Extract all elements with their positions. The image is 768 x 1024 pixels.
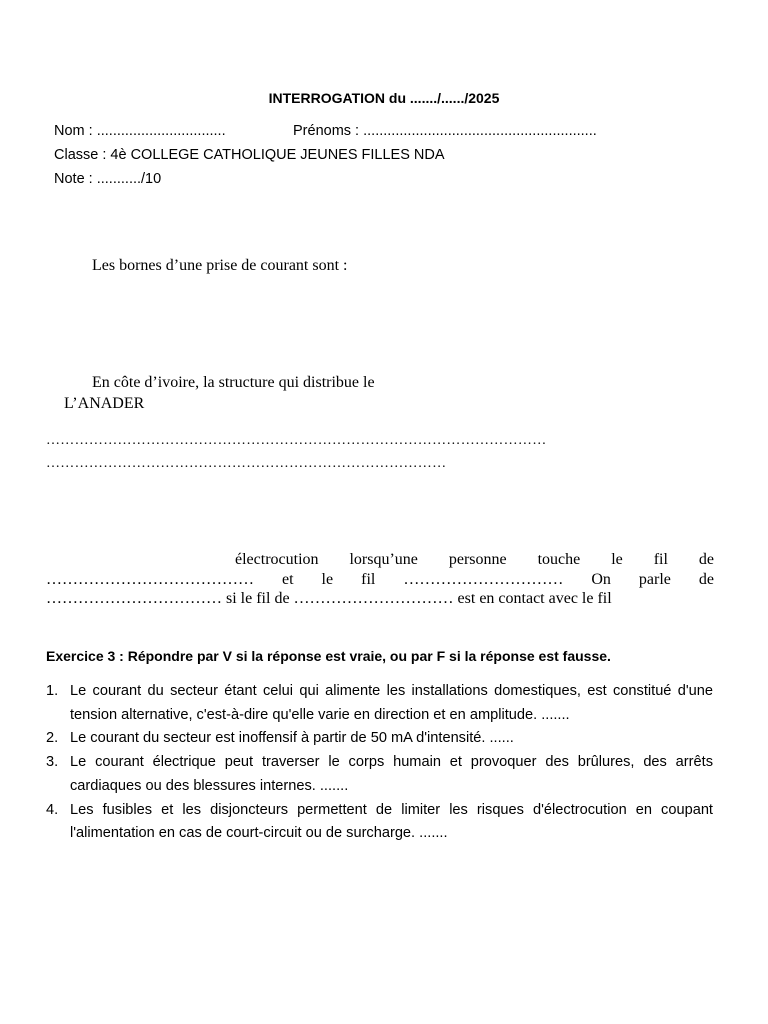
question-3-paragraph: [46, 550, 714, 609]
list-item: [46, 680, 713, 727]
exercise-3-title: Exercice 3 : Répondre par V si la réponse est vraie, ou par F si la réponse est fausse.: [46, 648, 611, 664]
nom-field: Nom : ................................: [54, 123, 226, 139]
list-item: [46, 751, 713, 798]
prenoms-field: Prénoms : ..........................................................: [293, 123, 597, 139]
question-1: Les bornes d’une prise de courant sont :: [92, 257, 348, 274]
question-3-line-2: ………………………………… et le fil ………………………… On parle de: [46, 570, 714, 588]
question-2-line-1: En côte d’ivoire, la structure qui distribue le: [92, 374, 375, 391]
answer-dots-line-1: ……………………………………………………………………………………………: [46, 433, 547, 448]
list-item-text: Le courant du secteur étant celui qui alimente les installations domestiques, est constitué d'une tension alternative, c'est-à-dire qu'elle varie en direction et en amplitude. .......: [70, 683, 713, 723]
list-item: [46, 727, 713, 751]
list-item-number: 2.: [46, 730, 59, 747]
list-item-number: 3.: [46, 754, 59, 771]
question-3-line-3: …………………………… si le fil de ………………………… est en contact avec le fil: [46, 590, 612, 607]
question-2-line-2: L’ANADER: [64, 395, 145, 412]
list-item-text: Le courant du secteur est inoffensif à partir de 50 mA d'intensité. ......: [70, 730, 514, 747]
list-item-text: Le courant électrique peut traverser le corps humain et provoquer des brûlures, des arrêts cardiaques ou des blessures internes. .......: [70, 754, 713, 794]
list-item-text: Les fusibles et les disjoncteurs permettent de limiter les risques d'électrocution en coupant l'alimentation en cas de court-circuit ou de surcharge. .......: [70, 801, 713, 842]
list-item-number: 1.: [46, 683, 59, 699]
list-item-number: 4.: [46, 801, 59, 818]
note-field: Note : .........../10: [54, 171, 162, 187]
question-3-line-1: électrocution lorsqu’une personne touche le fil de: [235, 551, 714, 568]
classe-field: Classe : 4è COLLEGE CATHOLIQUE JEUNES FILLES NDA: [54, 147, 445, 163]
page-title: INTERROGATION du ......./....../2025: [268, 90, 500, 106]
list-item: [46, 799, 713, 846]
exercise-3-list: [46, 680, 713, 846]
answer-dots-line-2: …………………………………………………………………………: [46, 456, 447, 471]
